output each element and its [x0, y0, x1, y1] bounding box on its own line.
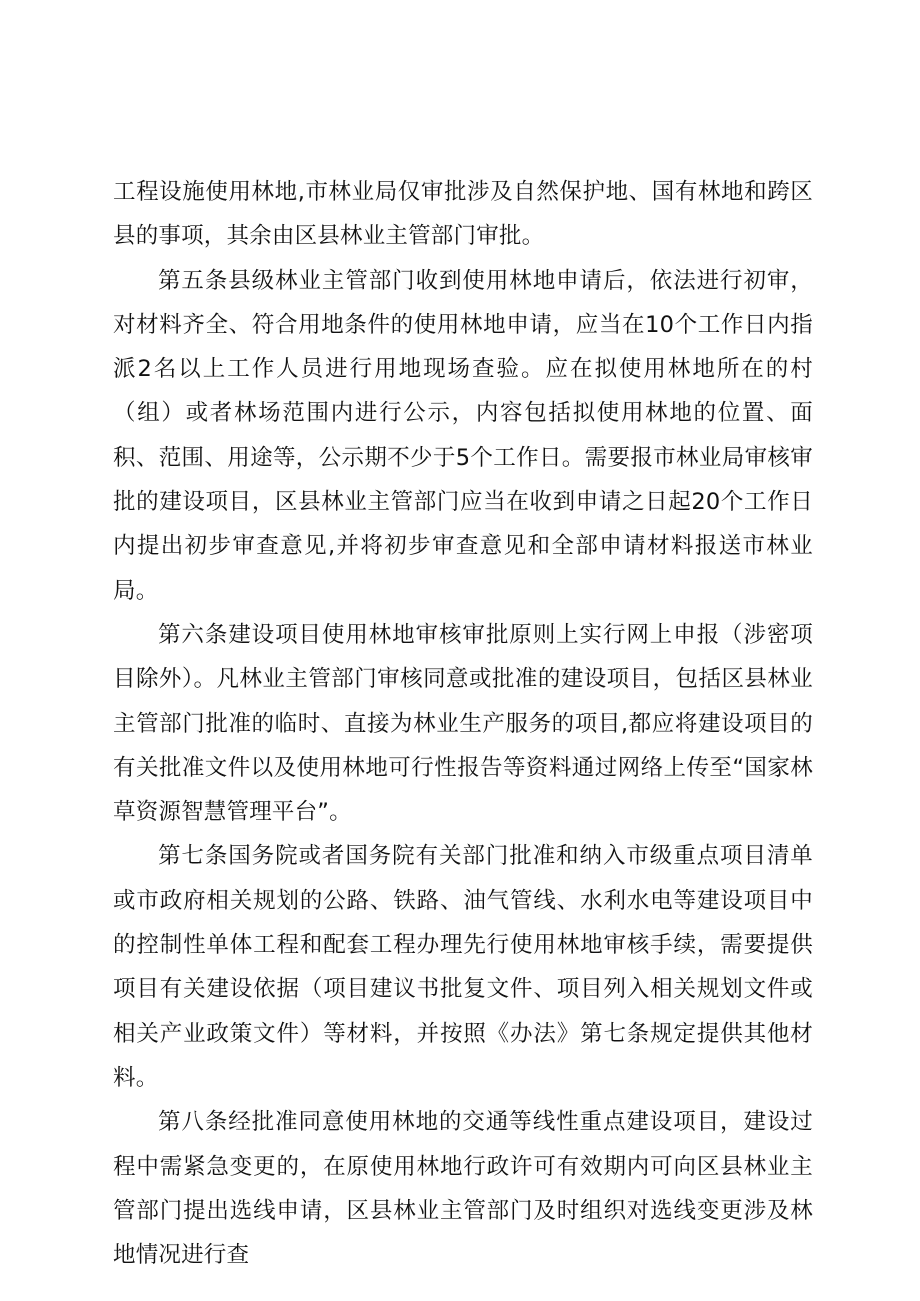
- document-body: [113, 170, 813, 1277]
- paragraph-continuation: 工程设施使用林地,市林业局仅审批涉及自然保护地、国有林地和跨区县的事项，其余由区县林业主管部门审批。: [113, 179, 813, 250]
- paragraph-article-7: 第七条国务院或者国务院有关部门批准和纳入市级重点项目清单或市政府相关规划的公路、铁路、油气管线、水利水电等建设项目中的控制性单体工程和配套工程办理先行使用林地审核手续，需要提供项目有关建设依据（项目建议书批复文件、项目列入相关规划文件或相关产业政策文件）等材料，并按照《办法》第七条规定提供其他材料。: [113, 843, 813, 1091]
- paragraph-article-5: 第五条县级林业主管部门收到使用林地申请后，依法进行初审，对材料齐全、符合用地条件的使用林地申请，应当在10个工作日内指派2名以上工作人员进行用地现场查验。应在拟使用林地所在的村（组）或者林场范围内进行公示，内容包括拟使用林地的位置、面积、范围、用途等，公示期不少于5个工作日。需要报市林业局审核审批的建设项目，区县林业主管部门应当在收到申请之日起20个工作日内提出初步审查意见,并将初步审查意见和全部申请材料报送市林业局。: [113, 267, 813, 604]
- paragraph-article-8: 第八条经批准同意使用林地的交通等线性重点建设项目，建设过程中需紧急变更的，在原使用林地行政许可有效期内可向区县林业主管部门提出选线申请，区县林业主管部门及时组织对选线变更涉及林地情况进行查: [113, 1109, 813, 1269]
- paragraph-article-6: 第六条建设项目使用林地审核审批原则上实行网上申报（涉密项目除外）。凡林业主管部门审核同意或批准的建设项目，包括区县林业主管部门批准的临时、直接为林业生产服务的项目,都应将建设项目的有关批准文件以及使用林地可行性报告等资料通过网络上传至“国家林草资源智慧管理平台”。: [113, 621, 813, 826]
